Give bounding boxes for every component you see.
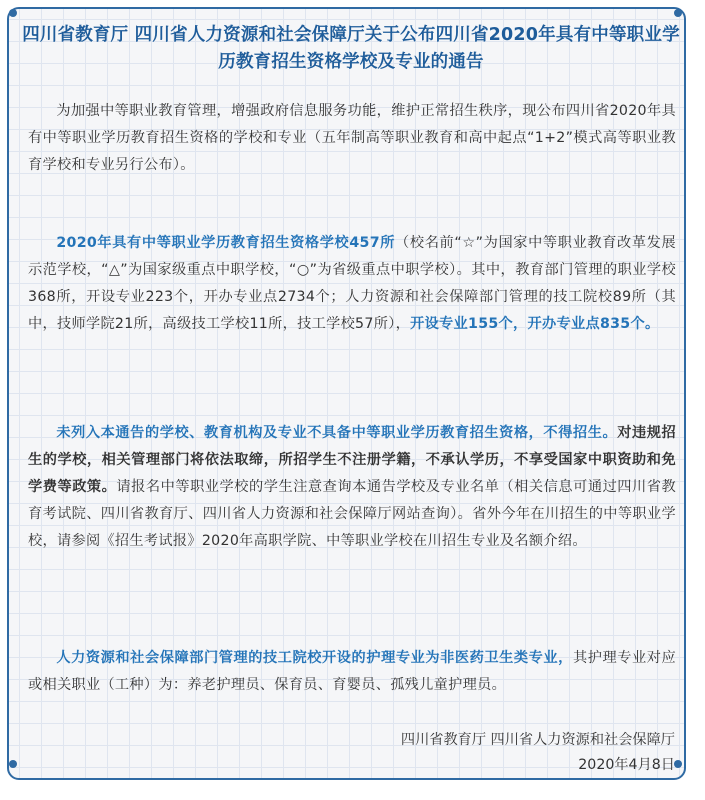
signature-org: 四川省教育厅 四川省人力资源和社会保障厅: [400, 732, 675, 748]
paragraph-warning: [28, 420, 676, 555]
paragraph-school-count: [28, 230, 676, 338]
corner-decoration: [9, 760, 17, 768]
highlight-technical-majors: 开设专业155个，开办专业点835个。: [410, 316, 660, 332]
paragraph-text: （校名前“☆”为国家中等职业教育改革发展示范学校，“△”为国家级重点中职学校，“○”为省级重点中职学校）。其中，教育部门管理的职业学校368所，开设专业223个，开办专业点2734个；人力资源和社会保障部门管理的技工院校89所（其中，技师学院21所，高级技工学校11所，技工学校57所），: [28, 235, 676, 332]
highlight-nursing: 人力资源和社会保障部门管理的技工院校开设的护理专业为非医药卫生类专业，: [56, 650, 573, 666]
highlight-school-total: 2020年具有中等职业学历教育招生资格学校457所: [56, 235, 396, 251]
corner-decoration: [674, 760, 682, 768]
bold-penalty: 对违规招生的学校，相关管理部门将依法取缔，所招学生不注册学籍，不承认学历，不享受国家中职资助和免学费等政策。: [28, 425, 676, 495]
signature-date: 2020年4月8日: [578, 757, 675, 773]
paragraph-text: 其护理专业对应或相关职业（工种）为：养老护理员、保育员、育婴员、孤残儿童护理员。: [28, 650, 676, 693]
paragraph-text: 请报名中等职业学校的学生注意查询本通告学校及专业名单（相关信息可通过四川省教育考试院、四川省教育厅、四川省人力资源和社会保障厅网站查询）。省外今年在川招生的中等职业学校，请参阅《招生考试报》2020年高职学院、中等职业学校在川招生专业及名额介绍。: [28, 479, 676, 549]
corner-decoration: [674, 9, 682, 17]
notice-title: 四川省教育厅 四川省人力资源和社会保障厅关于公布四川省2020年具有中等职业学历教育招生资格学校及专业的通告: [22, 25, 680, 72]
paragraph-nursing: [28, 645, 676, 699]
paragraph-intro: 为加强中等职业教育管理，增强政府信息服务功能，维护正常招生秩序，现公布四川省2020年具有中等职业学历教育招生资格的学校和专业（五年制高等职业教育和高中起点“1+2”模式高等职业教育学校和专业另行公布）。: [28, 103, 676, 173]
corner-decoration: [9, 9, 17, 17]
highlight-no-enrollment: 未列入本通告的学校、教育机构及专业不具备中等职业学历教育招生资格，不得招生。: [56, 425, 618, 441]
